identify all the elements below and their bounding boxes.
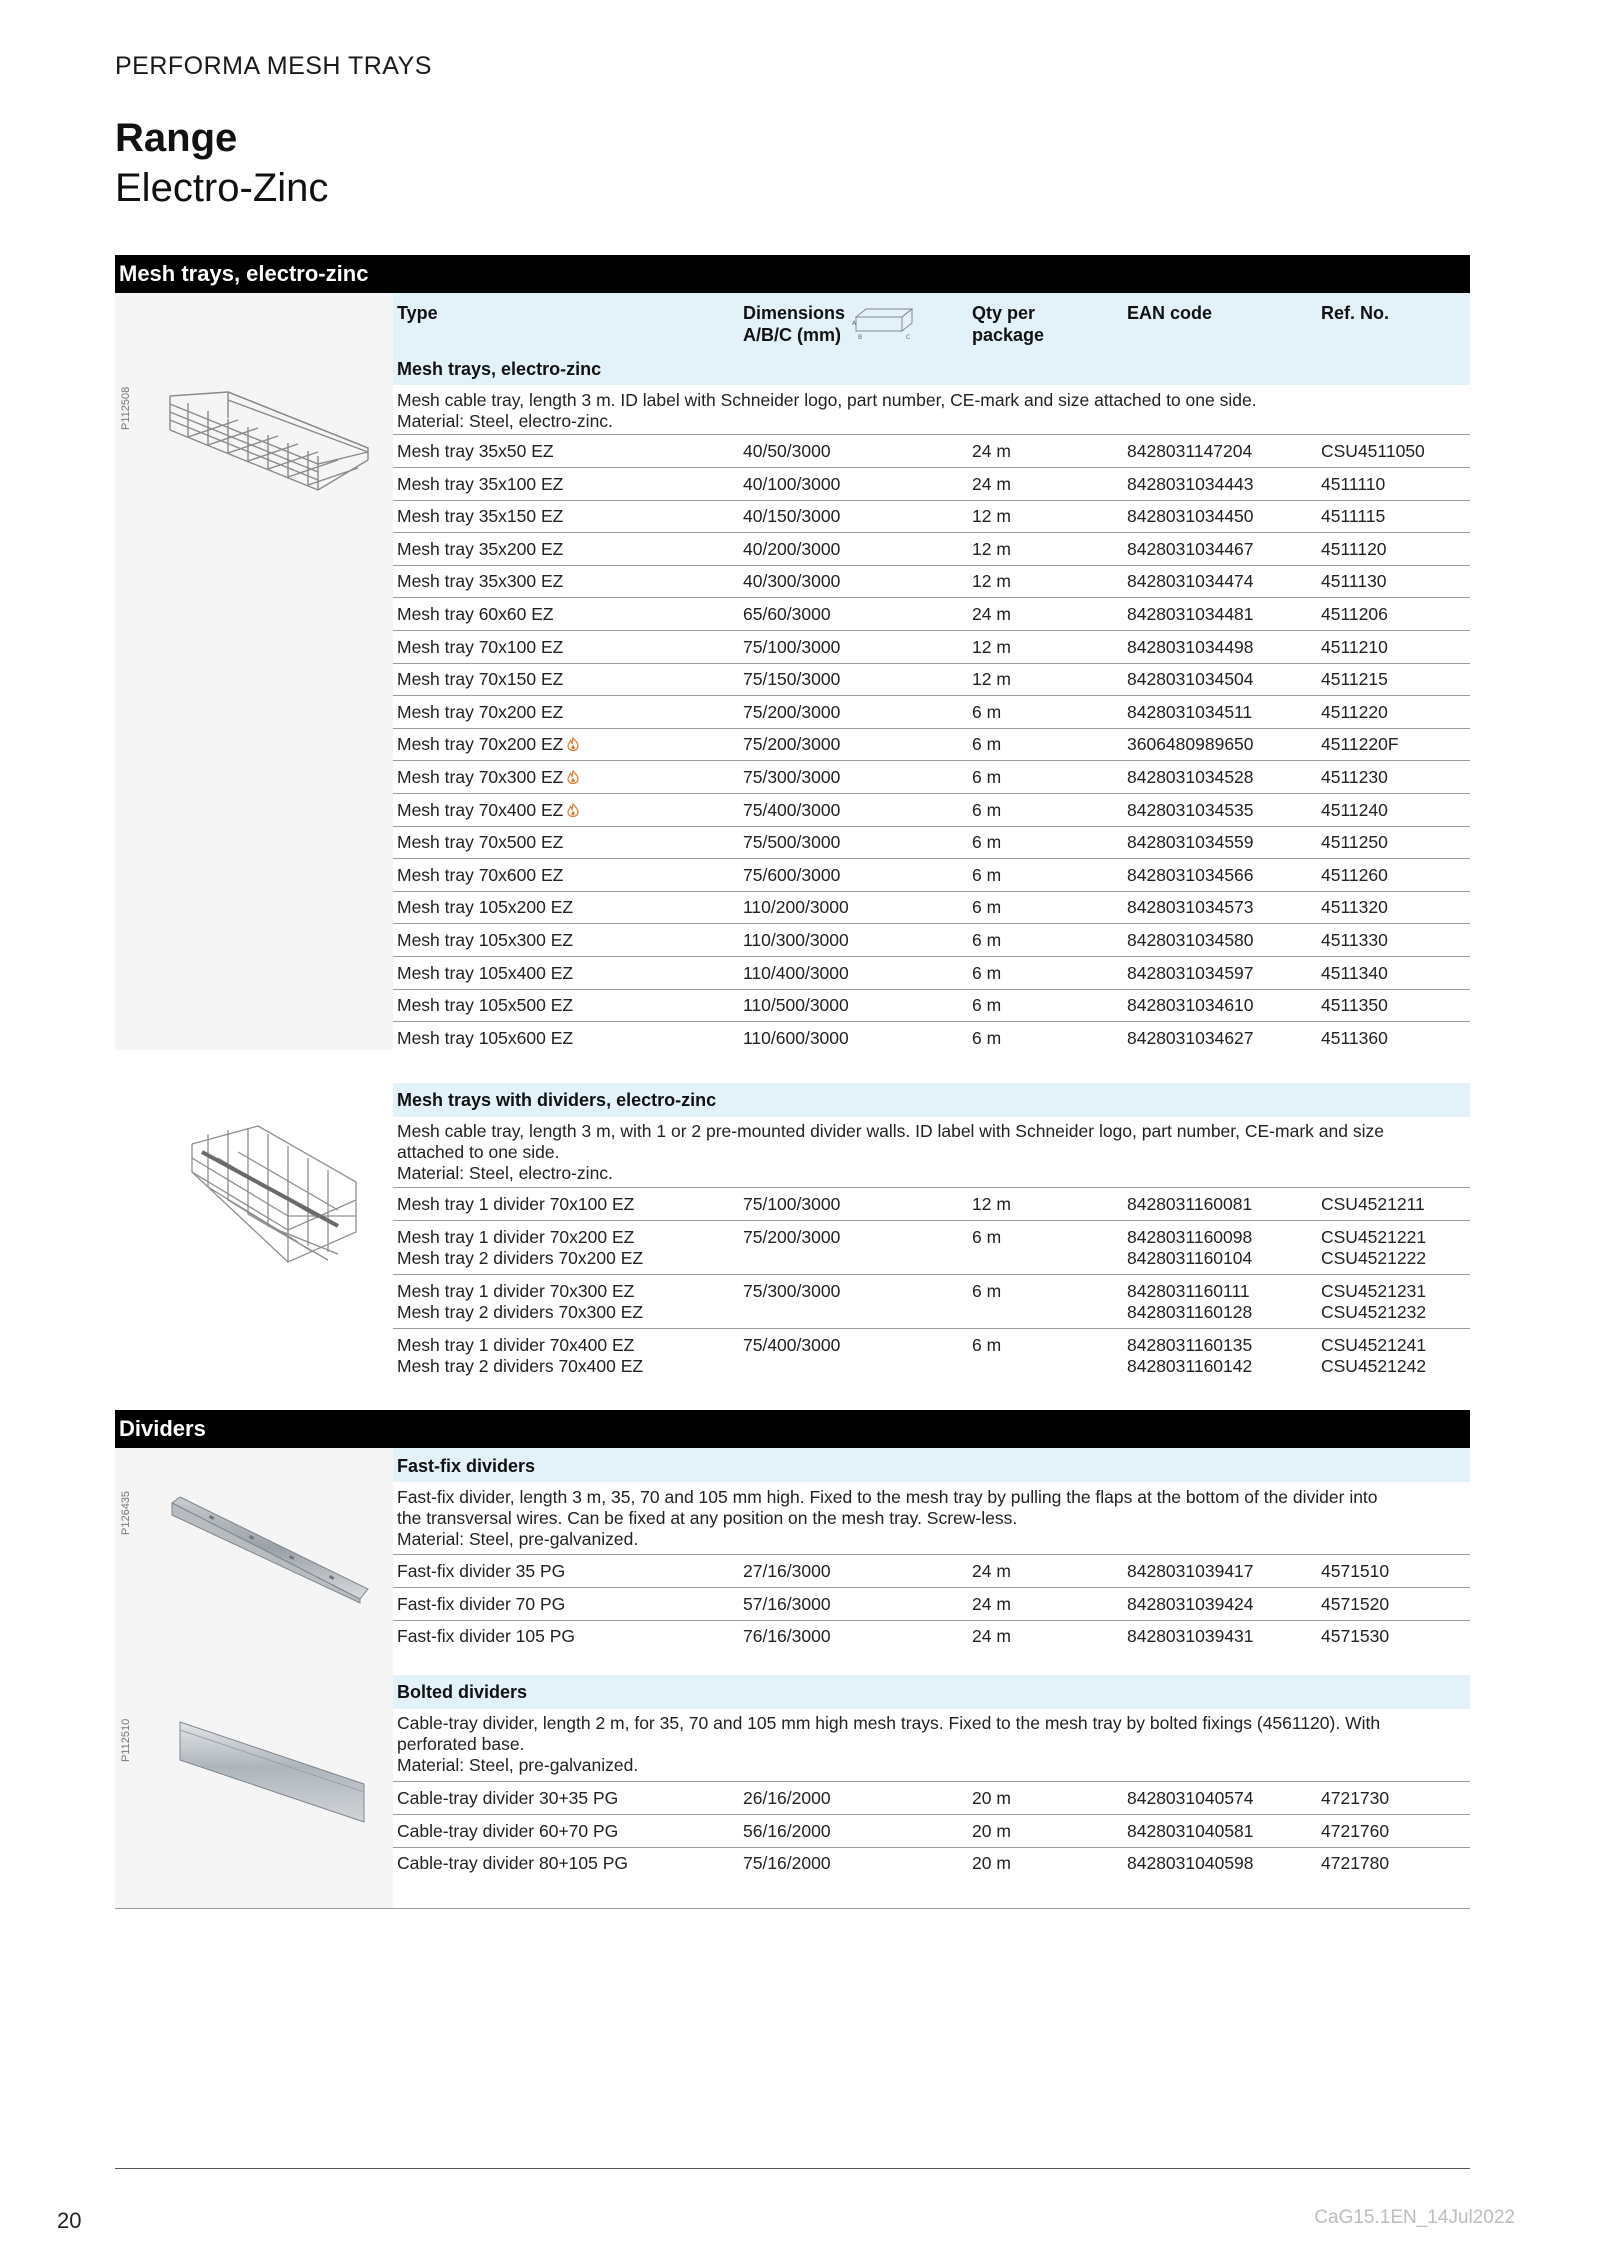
image-code-label: P112508	[120, 386, 132, 430]
row-qty: 6 m	[972, 995, 1002, 1016]
row-ean: 8428031034580	[1127, 930, 1254, 950]
row-type: Mesh tray 70x400 EZ	[397, 800, 580, 821]
row-qty: 6 m	[972, 1281, 1002, 1301]
fire-resistant-icon	[566, 737, 580, 751]
row-ean: 8428031040581	[1127, 1820, 1254, 1841]
document-code: CaG15.1EN_14Jul2022	[1314, 2207, 1515, 2228]
row-ean: 3606480989650	[1127, 734, 1254, 755]
row-ref: 4721760	[1321, 1820, 1390, 1841]
row-qty: 6 m	[972, 734, 1002, 755]
row-qty: 20 m	[972, 1788, 1011, 1808]
page-title: Range	[115, 116, 238, 160]
row-dimensions: 75/150/3000	[743, 669, 841, 690]
image-code-label: P126435	[120, 1490, 132, 1535]
row-divider	[393, 532, 1470, 533]
fastfix-description: Fast-fix divider, length 3 m, 35, 70 and 105 mm high. Fixed to the mesh tray by pulling the flaps at the bottom of the divider into the transversal wires. Can be fixed at any position on the mesh tray. Screw-less. Material: Steel, pre-galvanized.	[397, 1487, 1378, 1549]
row-qty: 6 m	[972, 799, 1002, 820]
row-qty: 6 m	[972, 930, 1002, 950]
row-ean: 8428031040598	[1127, 1853, 1254, 1874]
row-type: Mesh tray 70x150 EZ	[397, 669, 564, 690]
row-qty: 6 m	[972, 1227, 1002, 1247]
row-type: Mesh tray 70x500 EZ	[397, 832, 564, 853]
row-ref: 4511206	[1321, 604, 1388, 624]
row-divider	[393, 597, 1470, 598]
row-type: Mesh tray 105x200 EZ	[397, 897, 574, 918]
bolted-description: Cable-tray divider, length 2 m, for 35, 70 and 105 mm high mesh trays. Fixed to the mesh tray by bolted fixings (4561120). With perforated base. Material: Steel, pre-galvanized.	[397, 1713, 1381, 1775]
row-type: Mesh tray 35x150 EZ	[397, 506, 564, 527]
row-divider	[393, 1620, 1470, 1621]
row-dimensions: 75/100/3000	[743, 636, 841, 657]
row-ean: 8428031160081	[1127, 1194, 1253, 1214]
group-description: Mesh cable tray, length 3 m. ID label with Schneider logo, part number, CE-mark and size attached to one side. Material: Steel, electro-zinc.	[397, 390, 1257, 431]
row-qty: 12 m	[972, 1194, 1011, 1214]
row-qty: 24 m	[972, 1593, 1011, 1614]
row-dimensions: 65/60/3000	[743, 604, 831, 624]
row-divider	[393, 956, 1470, 957]
row-qty: 20 m	[972, 1853, 1011, 1874]
row-type: Mesh tray 70x200 EZ	[397, 734, 580, 755]
row-dimensions: 57/16/3000	[743, 1593, 831, 1614]
row-ref: 4571510	[1321, 1561, 1390, 1581]
row-divider	[393, 500, 1470, 501]
row-type: Mesh tray 105x400 EZ	[397, 962, 574, 983]
row-type: Mesh tray 105x500 EZ	[397, 995, 574, 1016]
row-qty: 12 m	[972, 636, 1011, 657]
row-dimensions: 75/300/3000	[743, 767, 841, 787]
section-bar-mesh-trays: Mesh trays, electro-zinc	[115, 255, 1470, 293]
fire-resistant-icon	[566, 803, 580, 817]
row-ref: 4511220	[1321, 701, 1388, 722]
dimension-box-icon	[852, 305, 918, 343]
row-dimensions: 56/16/2000	[743, 1820, 831, 1841]
row-type-secondary: Mesh tray 2 dividers 70x300 EZ	[397, 1302, 644, 1322]
row-ean: 8428031034467	[1127, 538, 1254, 559]
page-number: 20	[57, 2208, 82, 2233]
row-ean: 8428031034535	[1127, 799, 1254, 820]
table-end-line	[115, 1908, 1470, 1909]
row-type: Cable-tray divider 60+70 PG	[397, 1820, 619, 1841]
row-dimensions: 110/200/3000	[743, 897, 849, 918]
row-ref: CSU4521231	[1321, 1281, 1427, 1301]
group-heading-band-fastfix	[393, 1448, 1470, 1482]
row-divider	[393, 1781, 1470, 1782]
row-type: Mesh tray 105x300 EZ	[397, 930, 574, 950]
row-dimensions: 40/150/3000	[743, 506, 841, 527]
row-ref: 4721730	[1321, 1788, 1390, 1808]
row-dimensions: 75/200/3000	[743, 701, 841, 722]
row-ean: 8428031034597	[1127, 962, 1254, 983]
group2-description: Mesh cable tray, length 3 m, with 1 or 2 pre-mounted divider walls. ID label with Schneider logo, part number, CE-mark and size attached to one side. Material: Steel, electro-zinc.	[397, 1121, 1384, 1183]
row-type-secondary: Mesh tray 2 dividers 70x200 EZ	[397, 1248, 644, 1268]
row-type: Mesh tray 1 divider 70x200 EZ	[397, 1227, 635, 1247]
row-dimensions: 75/300/3000	[743, 1281, 841, 1301]
row-ean: 8428031160111	[1127, 1281, 1250, 1301]
col-header-qty: Qty per package	[972, 303, 1045, 345]
row-dimensions: 26/16/2000	[743, 1788, 831, 1808]
page-top-label: PERFORMA MESH TRAYS	[115, 52, 432, 80]
row-qty: 6 m	[972, 1027, 1002, 1048]
row-type: Mesh tray 35x200 EZ	[397, 538, 564, 559]
row-type: Mesh tray 35x300 EZ	[397, 571, 564, 592]
page-subtitle: Electro-Zinc	[115, 166, 329, 210]
row-type: Cable-tray divider 80+105 PG	[397, 1853, 629, 1874]
group-heading-mesh-trays-dividers: Mesh trays with dividers, electro-zinc	[397, 1090, 717, 1110]
row-type: Mesh tray 70x600 EZ	[397, 864, 564, 885]
row-ref-secondary: CSU4521242	[1321, 1356, 1427, 1376]
row-divider	[393, 467, 1470, 468]
row-ref: 4511220F	[1321, 734, 1399, 755]
row-divider	[393, 434, 1470, 435]
row-ean-secondary: 8428031160128	[1127, 1302, 1253, 1322]
row-ean: 8428031034627	[1127, 1027, 1254, 1048]
row-type: Cable-tray divider 30+35 PG	[397, 1788, 619, 1808]
row-ean: 8428031034474	[1127, 571, 1254, 592]
row-divider	[393, 826, 1470, 827]
row-ean: 8428031039417	[1127, 1561, 1254, 1581]
row-ref: CSU4521211	[1321, 1194, 1425, 1214]
row-divider	[393, 1814, 1470, 1815]
svg-text:A: A	[852, 320, 857, 327]
svg-text:B: B	[858, 334, 863, 341]
row-ref: 4571520	[1321, 1593, 1390, 1614]
svg-text:C: C	[906, 334, 911, 341]
row-divider	[393, 565, 1470, 566]
row-type: Mesh tray 105x600 EZ	[397, 1027, 574, 1048]
row-type: Mesh tray 70x100 EZ	[397, 636, 564, 657]
row-dimensions: 40/200/3000	[743, 538, 841, 559]
row-ref: 4511330	[1321, 930, 1388, 950]
row-type: Mesh tray 70x200 EZ	[397, 701, 564, 722]
row-ref: CSU4511050	[1321, 441, 1425, 461]
row-ref: 4511110	[1321, 473, 1386, 494]
row-type: Mesh tray 70x300 EZ	[397, 767, 580, 788]
row-ean: 8428031034498	[1127, 636, 1254, 657]
row-dimensions: 75/200/3000	[743, 734, 841, 755]
row-ref: 4571530	[1321, 1626, 1390, 1647]
row-divider	[393, 695, 1470, 696]
row-ean: 8428031034511	[1127, 701, 1253, 722]
row-divider	[393, 1847, 1470, 1848]
group-heading-bolted: Bolted dividers	[397, 1682, 528, 1702]
row-qty: 6 m	[972, 962, 1002, 983]
row-ean: 8428031034450	[1127, 506, 1254, 527]
row-ean: 8428031147204	[1127, 441, 1253, 461]
row-type: Fast-fix divider 70 PG	[397, 1593, 566, 1614]
row-ref: 4511130	[1321, 571, 1387, 592]
row-dimensions: 75/200/3000	[743, 1227, 841, 1247]
mesh-tray-image	[168, 390, 373, 515]
row-ref-secondary: CSU4521222	[1321, 1248, 1427, 1268]
col-header-dimensions: Dimensions A/B/C (mm)	[743, 303, 846, 345]
row-ean: 8428031039424	[1127, 1593, 1254, 1614]
bolted-divider-image	[178, 1718, 368, 1828]
row-type: Mesh tray 60x60 EZ	[397, 604, 554, 624]
row-ean: 8428031040574	[1127, 1788, 1254, 1808]
row-divider	[393, 891, 1470, 892]
row-divider	[393, 1328, 1470, 1329]
image-code-label: P112510	[120, 1718, 132, 1762]
row-qty: 24 m	[972, 604, 1011, 624]
row-divider	[393, 1274, 1470, 1275]
col-header-ean: EAN code	[1127, 303, 1213, 323]
fastfix-divider-image	[170, 1495, 370, 1605]
row-ref: 4511230	[1321, 767, 1388, 787]
row-qty: 6 m	[972, 832, 1002, 853]
row-divider	[393, 1021, 1470, 1022]
row-ean: 8428031034504	[1127, 669, 1254, 690]
row-ref: 4511320	[1321, 897, 1388, 918]
row-dimensions: 76/16/3000	[743, 1626, 831, 1647]
row-dimensions: 40/300/3000	[743, 571, 841, 592]
row-divider	[393, 1554, 1470, 1555]
row-ean: 8428031034528	[1127, 767, 1254, 787]
row-divider	[393, 858, 1470, 859]
row-ref: 4511350	[1321, 995, 1388, 1016]
section-bar-dividers: Dividers	[115, 1410, 1470, 1448]
row-qty: 24 m	[972, 1561, 1011, 1581]
row-type: Mesh tray 35x50 EZ	[397, 441, 554, 461]
col-header-type: Type	[397, 303, 438, 323]
row-type: Mesh tray 1 divider 70x400 EZ	[397, 1335, 635, 1355]
row-ean: 8428031034610	[1127, 995, 1254, 1016]
row-type: Mesh tray 35x100 EZ	[397, 473, 564, 494]
row-divider	[393, 663, 1470, 664]
row-ean-secondary: 8428031160142	[1127, 1356, 1253, 1376]
row-ean: 8428031034566	[1127, 864, 1254, 885]
row-ref: 4721780	[1321, 1853, 1390, 1874]
row-ref: 4511240	[1321, 799, 1388, 820]
footer-line	[115, 2168, 1470, 2169]
row-type: Fast-fix divider 105 PG	[397, 1626, 575, 1647]
row-type-secondary: Mesh tray 2 dividers 70x400 EZ	[397, 1356, 644, 1376]
row-ref: 4511250	[1321, 832, 1388, 853]
row-ref: CSU4521221	[1321, 1227, 1427, 1247]
row-qty: 6 m	[972, 1335, 1002, 1355]
row-dimensions: 40/50/3000	[743, 441, 831, 461]
row-ean: 8428031034481	[1127, 604, 1254, 624]
row-ref-secondary: CSU4521232	[1321, 1302, 1427, 1322]
group-heading-band-bolted	[393, 1675, 1470, 1709]
row-divider	[393, 1587, 1470, 1588]
row-type: Fast-fix divider 35 PG	[397, 1561, 566, 1581]
row-dimensions: 110/300/3000	[743, 930, 849, 950]
row-qty: 24 m	[972, 441, 1011, 461]
row-ref: 4511260	[1321, 864, 1388, 885]
row-dimensions: 75/400/3000	[743, 799, 841, 820]
row-dimensions: 75/500/3000	[743, 832, 841, 853]
row-ref: 4511340	[1321, 962, 1388, 983]
row-qty: 24 m	[972, 1626, 1011, 1647]
row-ref: 4511360	[1321, 1027, 1388, 1048]
row-dimensions: 27/16/3000	[743, 1561, 831, 1581]
col-header-ref: Ref. No.	[1321, 303, 1390, 323]
row-ref: 4511115	[1321, 506, 1386, 527]
row-dimensions: 75/100/3000	[743, 1194, 841, 1214]
row-dimensions: 40/100/3000	[743, 473, 841, 494]
row-dimensions: 110/500/3000	[743, 995, 849, 1016]
row-qty: 20 m	[972, 1820, 1011, 1841]
row-ref: 4511215	[1321, 669, 1388, 690]
row-qty: 6 m	[972, 897, 1002, 918]
row-dimensions: 110/400/3000	[743, 962, 849, 983]
row-dimensions: 75/400/3000	[743, 1335, 841, 1355]
row-ean: 8428031034443	[1127, 473, 1254, 494]
mesh-tray-dividers-image	[188, 1122, 358, 1272]
row-qty: 12 m	[972, 669, 1011, 690]
row-ean: 8428031034573	[1127, 897, 1254, 918]
row-ean: 8428031160098	[1127, 1227, 1253, 1247]
row-divider	[393, 989, 1470, 990]
row-ref: 4511120	[1321, 538, 1387, 559]
group-heading-fastfix: Fast-fix dividers	[397, 1456, 536, 1476]
row-divider	[393, 630, 1470, 631]
row-qty: 6 m	[972, 864, 1002, 885]
row-ean-secondary: 8428031160104	[1127, 1248, 1253, 1268]
row-qty: 6 m	[972, 701, 1002, 722]
row-type: Mesh tray 1 divider 70x300 EZ	[397, 1281, 635, 1301]
row-ean: 8428031039431	[1127, 1626, 1254, 1647]
row-ean: 8428031160135	[1127, 1335, 1253, 1355]
row-divider	[393, 728, 1470, 729]
row-divider	[393, 1220, 1470, 1221]
row-type: Mesh tray 1 divider 70x100 EZ	[397, 1194, 635, 1214]
row-qty: 6 m	[972, 767, 1002, 787]
row-qty: 24 m	[972, 473, 1011, 494]
row-dimensions: 75/16/2000	[743, 1853, 831, 1874]
row-ean: 8428031034559	[1127, 832, 1254, 853]
row-qty: 12 m	[972, 538, 1011, 559]
row-divider	[393, 1187, 1470, 1188]
fire-resistant-icon	[566, 770, 580, 784]
row-divider	[393, 923, 1470, 924]
row-dimensions: 75/600/3000	[743, 864, 841, 885]
row-qty: 12 m	[972, 506, 1011, 527]
row-ref: 4511210	[1321, 636, 1388, 657]
group-heading-mesh-trays: Mesh trays, electro-zinc	[397, 359, 602, 379]
row-divider	[393, 793, 1470, 794]
row-ref: CSU4521241	[1321, 1335, 1427, 1355]
row-qty: 12 m	[972, 571, 1011, 592]
row-divider	[393, 760, 1470, 761]
row-dimensions: 110/600/3000	[743, 1027, 849, 1048]
